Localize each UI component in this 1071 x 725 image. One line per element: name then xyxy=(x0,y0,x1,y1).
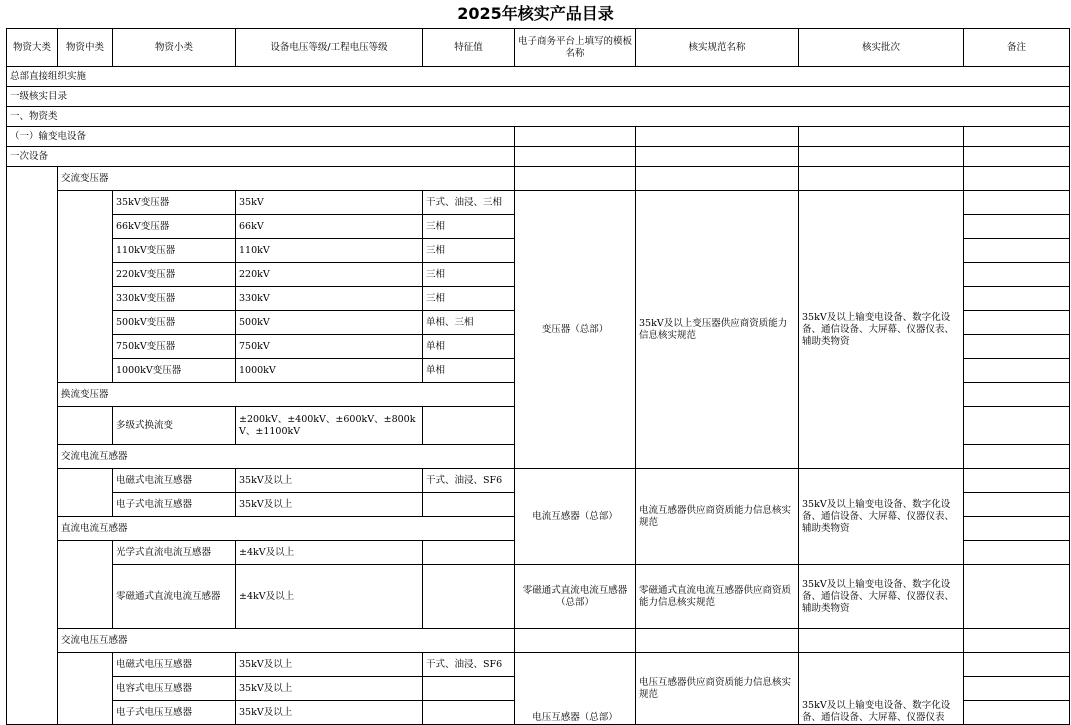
voltage-cell: 110kV xyxy=(236,239,423,263)
voltage-cell: 220kV xyxy=(236,263,423,287)
subcategory-cell: 1000kV变压器 xyxy=(113,359,236,383)
subcategory-cell: 500kV变压器 xyxy=(113,311,236,335)
mid-category-label: 换流变压器 xyxy=(58,383,515,407)
feature-cell: 干式、油浸、SF6 xyxy=(423,653,515,677)
batch-cell: 35kV及以上输变电设备、数字化设备、通信设备、大屏幕、仪器仪表、辅助类物资 xyxy=(799,565,964,629)
feature-cell xyxy=(423,677,515,701)
header-cell: 电子商务平台上填写的模板名称 xyxy=(515,29,636,67)
section-row xyxy=(7,147,1070,167)
voltage-cell: 35kV及以上 xyxy=(236,469,423,493)
subcategory-cell: 电磁式电压互感器 xyxy=(113,653,236,677)
section-label: （一）输变电设备 xyxy=(7,127,515,147)
section-row xyxy=(7,127,1070,147)
subcategory-cell: 66kV变压器 xyxy=(113,215,236,239)
section-label: 一次设备 xyxy=(7,147,515,167)
table-row xyxy=(7,469,1070,493)
subcategory-cell: 电磁式电流互感器 xyxy=(113,469,236,493)
section-row xyxy=(7,67,1070,87)
voltage-cell: ±4kV及以上 xyxy=(236,541,423,565)
feature-cell: 单相、三相 xyxy=(423,311,515,335)
template-name-cell: 电流互感器（总部） xyxy=(515,469,636,565)
feature-cell: 干式、油浸、三相 xyxy=(423,191,515,215)
subcategory-cell: 110kV变压器 xyxy=(113,239,236,263)
header-cell: 物资小类 xyxy=(113,29,236,67)
mid-category-row xyxy=(7,167,1070,191)
feature-cell xyxy=(423,493,515,517)
table-row xyxy=(7,565,1070,629)
subcategory-cell: 电子式电压互感器 xyxy=(113,701,236,725)
feature-cell: 单相 xyxy=(423,359,515,383)
feature-cell: 三相 xyxy=(423,215,515,239)
subcategory-cell: 电容式电压互感器 xyxy=(113,677,236,701)
subcategory-cell: 330kV变压器 xyxy=(113,287,236,311)
header-cell: 物资中类 xyxy=(58,29,113,67)
template-name-cell: 电压互感器（总部） xyxy=(515,653,636,725)
feature-cell xyxy=(423,541,515,565)
feature-cell xyxy=(423,701,515,725)
mid-category-row xyxy=(7,629,1070,653)
header-cell: 物资大类 xyxy=(7,29,58,67)
header-row xyxy=(7,29,1070,67)
subcategory-cell: 35kV变压器 xyxy=(113,191,236,215)
header-cell: 核实批次 xyxy=(799,29,964,67)
voltage-cell: ±4kV及以上 xyxy=(236,565,423,629)
feature-cell xyxy=(423,407,515,445)
mid-category-label: 直流电流互感器 xyxy=(58,517,515,541)
table-row xyxy=(7,191,1070,215)
voltage-cell: 330kV xyxy=(236,287,423,311)
voltage-cell: 35kV及以上 xyxy=(236,493,423,517)
batch-cell: 35kV及以上输变电设备、数字化设备、通信设备、大屏幕、仪器仪表 xyxy=(799,653,964,725)
header-cell: 备注 xyxy=(964,29,1070,67)
header-cell: 核实规范名称 xyxy=(636,29,799,67)
voltage-cell: 500kV xyxy=(236,311,423,335)
spec-name-cell: 电压互感器供应商资质能力信息核实规范 xyxy=(636,653,799,725)
subcategory-cell: 220kV变压器 xyxy=(113,263,236,287)
feature-cell: 三相 xyxy=(423,263,515,287)
feature-cell: 干式、油浸、SF6 xyxy=(423,469,515,493)
batch-cell: 35kV及以上输变电设备、数字化设备、通信设备、大屏幕、仪器仪表、辅助类物资 xyxy=(799,469,964,565)
feature-cell: 三相 xyxy=(423,287,515,311)
voltage-cell: 1000kV xyxy=(236,359,423,383)
mid-category-label: 交流变压器 xyxy=(58,167,515,191)
voltage-cell: 35kV及以上 xyxy=(236,653,423,677)
subcategory-cell: 零磁通式直流电流互感器 xyxy=(113,565,236,629)
header-cell: 特征值 xyxy=(423,29,515,67)
subcategory-cell: 光学式直流电流互感器 xyxy=(113,541,236,565)
page-title: 2025年核实产品目录 xyxy=(457,4,614,23)
subcategory-cell: 750kV变压器 xyxy=(113,335,236,359)
section-row xyxy=(7,107,1070,127)
section-row xyxy=(7,87,1070,107)
voltage-cell: 750kV xyxy=(236,335,423,359)
spec-name-cell: 35kV及以上变压器供应商资质能力信息核实规范 xyxy=(636,191,799,469)
template-name-cell: 变压器（总部） xyxy=(515,191,636,469)
catalog-table xyxy=(6,28,1070,725)
voltage-cell: 35kV及以上 xyxy=(236,677,423,701)
mid-category-label: 交流电流互感器 xyxy=(58,445,515,469)
table-row xyxy=(7,653,1070,677)
mid-category-label: 交流电压互感器 xyxy=(58,629,515,653)
voltage-cell: 35kV及以上 xyxy=(236,701,423,725)
subcategory-cell: 电子式电流互感器 xyxy=(113,493,236,517)
feature-cell: 单相 xyxy=(423,335,515,359)
feature-cell: 三相 xyxy=(423,239,515,263)
voltage-cell: ±200kV、±400kV、±600kV、±800kV、±1100kV xyxy=(236,407,423,445)
batch-cell: 35kV及以上输变电设备、数字化设备、通信设备、大屏幕、仪器仪表、辅助类物资 xyxy=(799,191,964,469)
section-label: 总部直接组织实施 xyxy=(7,67,1070,87)
spec-name-cell: 电流互感器供应商资质能力信息核实规范 xyxy=(636,469,799,565)
template-name-cell: 零磁通式直流电流互感器（总部） xyxy=(515,565,636,629)
section-label: 一级核实目录 xyxy=(7,87,1070,107)
voltage-cell: 66kV xyxy=(236,215,423,239)
spec-name-cell: 零磁通式直流电流互感器供应商资质能力信息核实规范 xyxy=(636,565,799,629)
section-label: 一、物资类 xyxy=(7,107,1070,127)
header-cell: 设备电压等级/工程电压等级 xyxy=(236,29,423,67)
feature-cell xyxy=(423,565,515,629)
subcategory-cell: 多级式换流变 xyxy=(113,407,236,445)
voltage-cell: 35kV xyxy=(236,191,423,215)
